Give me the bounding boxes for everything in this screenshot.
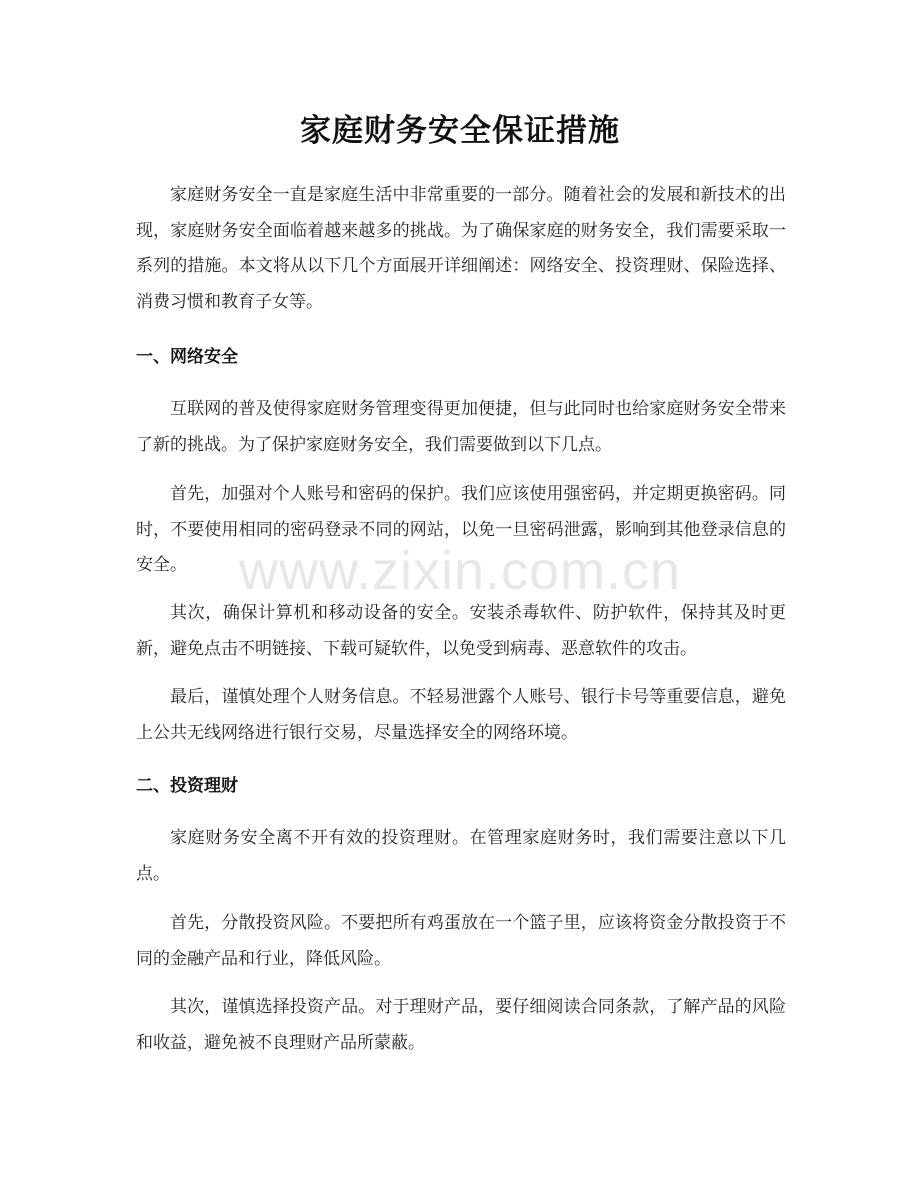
section-heading-investment: 二、投资理财 [136,776,238,796]
paragraph: 其次，谨慎选择投资产品。对于理财产品，要仔细阅读合同条款，了解产品的风险和收益，避免被不良理财产品所蒙蔽。 [136,997,786,1053]
intro-paragraph: 家庭财务安全一直是家庭生活中非常重要的一部分。随着社会的发展和新技术的出现，家庭财务安全面临着越来越多的挑战。为了确保家庭的财务安全，我们需要采取一系列的措施。本文将从以下几个方面展开详细阐述：网络安全、投资理财、保险选择、消费习惯和教育子女等。 [136,185,786,312]
watermark: www.zixin.com.cn [238,541,682,601]
paragraph: 首先，加强对个人账号和密码的保护。我们应该使用强密码，并定期更换密码。同时，不要使用相同的密码登录不同的网站，以免一旦密码泄露，影响到其他登录信息的安全。 [136,484,786,575]
paragraph: 首先，分散投资风险。不要把所有鸡蛋放在一个篮子里，应该将资金分散投资于不同的金融产品和行业，降低风险。 [136,913,786,969]
page-title: 家庭财务安全保证措施 [300,113,620,149]
section-heading-network-security: 一、网络安全 [136,347,238,367]
paragraph: 最后，谨慎处理个人财务信息。不轻易泄露个人账号、银行卡号等重要信息，避免上公共无线网络进行银行交易，尽量选择安全的网络环境。 [136,687,786,743]
paragraph: 其次，确保计算机和移动设备的安全。安装杀毒软件、防护软件，保持其及时更新，避免点击不明链接、下载可疑软件，以免受到病毒、恶意软件的攻击。 [136,603,786,659]
paragraph: 互联网的普及使得家庭财务管理变得更加便捷，但与此同时也给家庭财务安全带来了新的挑战。为了保护家庭财务安全，我们需要做到以下几点。 [136,399,786,455]
paragraph: 家庭财务安全离不开有效的投资理财。在管理家庭财务时，我们需要注意以下几点。 [136,828,786,884]
